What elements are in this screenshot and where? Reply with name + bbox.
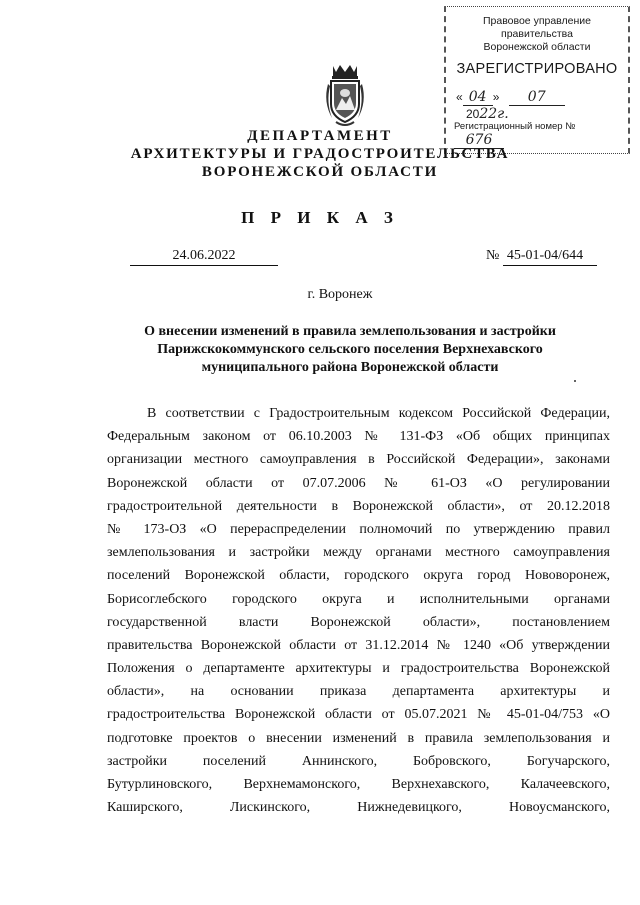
stamp-date: « 04 » 07 2022г. [456,89,620,107]
stamp-date-month: 07 [509,89,565,106]
document-subject [100,323,600,377]
department-title-line3: ВОРОНЕЖСКОЙ ОБЛАСТИ [201,164,439,180]
stamp-organization [446,15,628,54]
body-line: правительства Воронежской области от 31.12.2014 № 1240 «Об утверждении [107,637,610,653]
scan-speck [574,380,576,382]
body-line: В соответствии с Градостроительным кодексом Российской Федерации, [147,406,610,421]
document-body [107,402,610,819]
department-title-line2: АРХИТЕКТУРЫ И ГРАДОСТРОИТЕЛЬСТВА [130,146,510,162]
coat-of-arms-icon [322,62,368,128]
subject-line3: муниципального района Воронежской области [201,360,499,375]
stamp-registered-label: ЗАРЕГИСТРИРОВАНО [456,61,618,77]
body-line: области», на основании приказа департамента архитектуры и [107,684,610,700]
document-number-block [486,248,597,266]
department-title-line1: ДЕПАРТАМЕНТ [247,128,393,144]
document-date: 24.06.2022 [130,248,278,266]
stamp-reg-number-label: Регистрационный номер № [454,121,576,132]
body-line: Борисоглебского городского округа и исполнительными органами [107,591,610,607]
subject-line1: О внесении изменений в правила землепользования и застройки [144,324,556,339]
stamp-date-day: 04 [463,89,493,106]
stamp-date-year: 22г. [479,106,509,122]
body-line: застройки поселений Аннинского, Бобровского, Богучарского, [107,753,610,769]
body-line: Воронежской области от 07.07.2006 № 61-ОЗ «О регулировании [107,475,610,491]
stamp-date-year-prefix: 20 [466,107,480,121]
document-number: 45-01-04/644 [503,248,597,266]
stamp-org-line1: Правовое управление правительства [482,15,591,40]
number-label: № [486,248,500,263]
stamp-reg-number: 676 [454,132,504,149]
stamp-org-line2: Воронежской области [483,41,591,53]
body-line: Положения о департаменте архитектуры и градостроительства Воронежской [107,661,610,677]
body-line: поселений Воронежской области, городского округа город Нововоронеж, [107,568,610,584]
body-line: землепользования и застройки между органами местного самоуправления [107,545,610,561]
body-line: Бутурлиновского, Верхнемамонского, Верхнехавского, Калачеевского, [107,777,610,792]
body-line: градостроительной деятельности в Воронежской области», от 20.12.2018 [107,498,610,514]
body-line: подготовке проектов о внесении изменений в правила землепользования и [107,730,610,746]
body-line: организации местного самоуправления в Российской Федерации», законами [107,452,610,468]
body-line: № 173-ОЗ «О перераспределении полномочий по утверждению правил [107,521,610,537]
city: г. Воронеж [307,287,373,302]
body-line: Федеральным законом от 06.10.2003 № 131-ФЗ «Об общих принципах [107,429,610,445]
body-line: градостроительства Воронежской области от 05.07.2021 № 45-01-04/753 «О [107,707,610,723]
body-line: государственной власти Воронежской области», постановлением [107,614,610,630]
document-type: П Р И К А З [241,208,399,227]
subject-line2: Парижскокоммунского сельского поселения Верхнехавского [157,342,543,357]
body-line: Каширского, Лискинского, Нижнедевицкого, Новоусманского, [107,800,610,816]
